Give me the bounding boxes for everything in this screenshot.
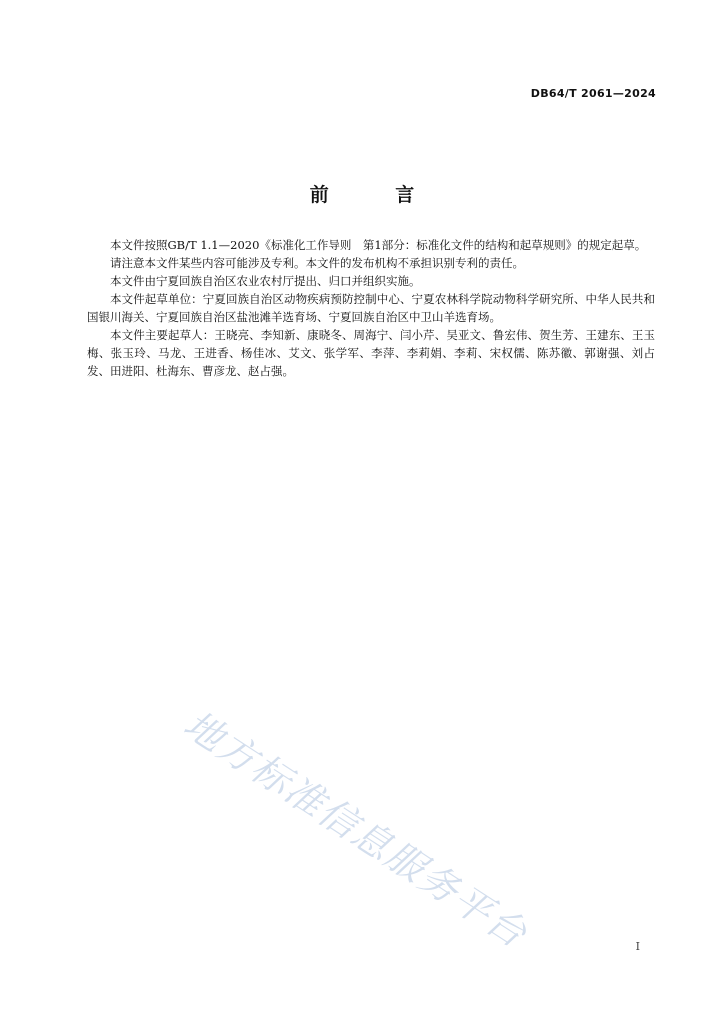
document-code: DB64/T 2061—2024 <box>530 87 656 100</box>
paragraph-drafting-rules: 本文件按照GB/T 1.1—2020《标准化工作导则 第1部分：标准化文件的结构和起草规则》的规定起草。 <box>110 238 647 252</box>
foreword-body <box>87 236 655 380</box>
watermark: 地方标准信息服务平台 <box>176 701 536 957</box>
page-number: I <box>635 940 640 953</box>
paragraph-drafters: 本文件主要起草人：王晓亮、李知新、康晓冬、周海宁、闫小芹、吴亚文、鲁宏伟、贺生芳、王建东、王玉梅、张玉玲、马龙、王进香、杨佳冰、艾文、张学军、李萍、李莉娟、李莉、宋权儒、陈苏徽、郭谢强、刘占发、田进阳、杜海东、曹彦龙、赵占强。 <box>87 328 655 378</box>
paragraph-proposer: 本文件由宁夏回族自治区农业农村厅提出、归口并组织实施。 <box>110 274 421 288</box>
paragraph-patent-notice: 请注意本文件某些内容可能涉及专利。本文件的发布机构不承担识别专利的责任。 <box>110 256 524 270</box>
paragraph-drafting-units: 本文件起草单位：宁夏回族自治区动物疾病预防控制中心、宁夏农林科学院动物科学研究所、中华人民共和国银川海关、宁夏回族自治区盐池滩羊选育场、宁夏回族自治区中卫山羊选育场。 <box>87 292 655 324</box>
page-title: 前 言 <box>309 184 445 206</box>
